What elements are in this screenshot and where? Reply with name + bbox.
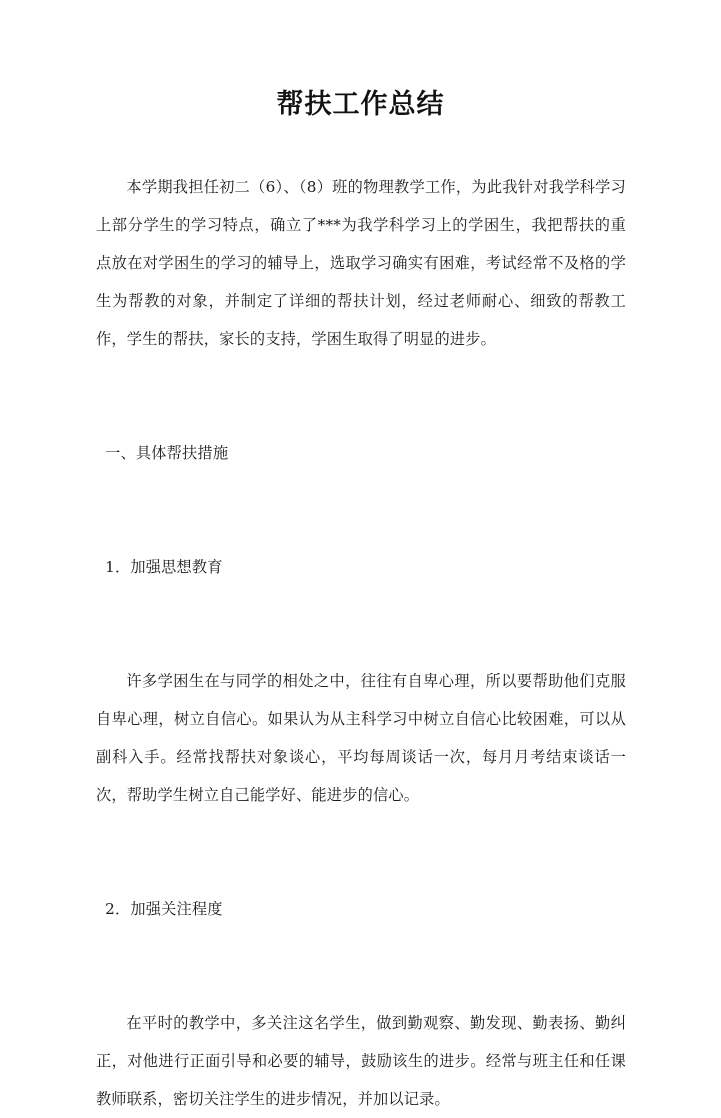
subheading-spacer-2	[96, 928, 626, 1004]
document-body	[96, 168, 626, 1118]
subheading-spacer	[96, 586, 626, 662]
paragraph-attention-level: 在平时的教学中，多关注这名学生，做到勤观察、勤发现、勤表扬、勤纠正，对他进行正面引导和必要的辅导，鼓励该生的进步。经常与班主任和任课教师联系，密切关注学生的进步情况，并加以记录。	[96, 1014, 626, 1108]
section-heading-measures: 一、具体帮扶措施	[105, 444, 229, 462]
paragraph-intro: 本学期我担任初二（6）、（8）班的物理教学工作，为此我针对我学科学习上部分学生的学习特点，确立了***为我学科学习上的学困生，我把帮扶的重点放在对学困生的学习的辅导上，选取学习确实有困难，考试经常不及格的学生为帮教的对象，并制定了详细的帮扶计划，经过老师耐心、细致的帮教工作，学生的帮扶，家长的支持，学困生取得了明显的进步。	[96, 178, 626, 348]
page-title: 帮扶工作总结	[276, 89, 445, 120]
section-spacer	[96, 358, 626, 434]
subsection-heading-thought-education: 1．加强思想教育	[105, 558, 223, 576]
paragraph-thought-education: 许多学困生在与同学的相处之中，往往有自卑心理，所以要帮助他们克服自卑心理，树立自信心。如果认为从主科学习中树立自信心比较困难，可以从副科入手。经常找帮扶对象谈心，平均每周谈话一次，每月月考结束谈话一次，帮助学生树立自己能学好、能进步的信心。	[96, 672, 626, 804]
section-spacer-2	[96, 814, 626, 890]
heading-spacer	[96, 472, 626, 548]
subsection-heading-attention-level: 2．加强关注程度	[105, 900, 223, 918]
